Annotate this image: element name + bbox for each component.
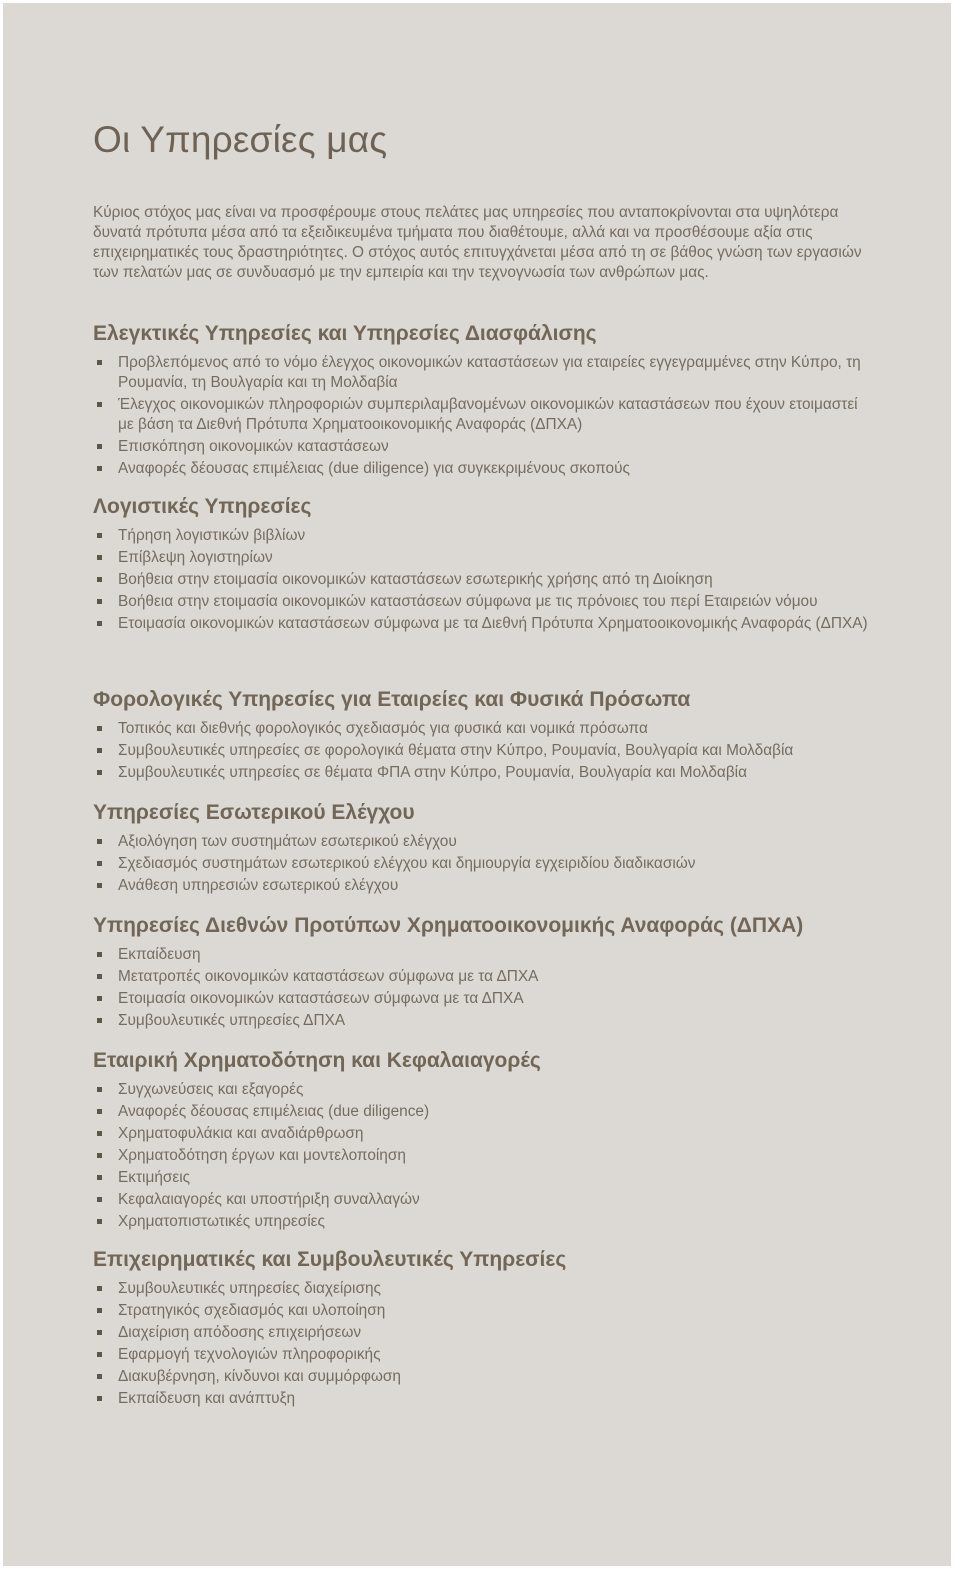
list-item-text: Βοήθεια στην ετοιμασία οικονομικών καταστάσεων σύμφωνα με τις πρόνοιες του περί Εταιρειών νόμου: [118, 593, 818, 610]
list-item-text: Χρηματοφυλάκια και αναδιάρθρωση: [118, 1125, 364, 1142]
list-item-text: Διαχείριση απόδοσης επιχειρήσεων: [118, 1324, 362, 1341]
list-item: [93, 945, 873, 965]
list-item-text: Ανάθεση υπηρεσιών εσωτερικού ελέγχου: [118, 877, 399, 894]
bullet-icon: [97, 1352, 102, 1357]
service-list: [93, 832, 873, 896]
list-item: [93, 1102, 873, 1122]
list-item-text: Βοήθεια στην ετοιμασία οικονομικών καταστάσεων εσωτερικής χρήσης από τη Διοίκηση: [118, 571, 713, 588]
list-item: [93, 1279, 873, 1299]
list-item-text: Ετοιμασία οικονομικών καταστάσεων σύμφωνα με τα Διεθνή Πρότυπα Χρηματοοικονομικής Αναφοράς (ΔΠΧΑ): [118, 615, 868, 632]
bullet-icon: [97, 770, 102, 775]
list-item: [93, 570, 873, 590]
list-item-text: Κεφαλαιαγορές και υποστήριξη συναλλαγών: [118, 1191, 420, 1208]
list-item: [93, 395, 873, 435]
section-heading: Υπηρεσίες Διεθνών Προτύπων Χρηματοοικονομικής Αναφοράς (ΔΠΧΑ): [93, 914, 804, 937]
list-item: [93, 437, 873, 457]
list-item-text: Επίβλεψη λογιστηρίων: [118, 549, 273, 566]
bullet-icon: [97, 883, 102, 888]
page-title: Οι Υπηρεσίες μας: [93, 119, 388, 160]
list-item: [93, 1212, 873, 1232]
bullet-icon: [97, 839, 102, 844]
bullet-icon: [97, 1374, 102, 1379]
section-heading: Επιχειρηματικές και Συμβουλευτικές Υπηρεσίες: [93, 1248, 567, 1271]
bullet-icon: [97, 1286, 102, 1291]
list-item-text: Αναφορές δέουσας επιμέλειας (due diligence) για συγκεκριμένους σκοπούς: [118, 460, 630, 477]
bullet-icon: [97, 1131, 102, 1136]
list-item: [93, 741, 873, 761]
list-item-text: Αναφορές δέουσας επιμέλειας (due diligence): [118, 1103, 430, 1120]
list-item: [93, 763, 873, 783]
list-item-text: Συμβουλευτικές υπηρεσίες σε φορολογικά θέματα στην Κύπρο, Ρουμανία, Βουλγαρία και Μολδαβία: [118, 742, 794, 759]
bullet-icon: [97, 1109, 102, 1114]
list-item-text: Προβλεπόμενος από το νόμο έλεγχος οικονομικών καταστάσεων για εταιρείες εγγεγραμμένες στην Κύπρο, τη Ρουμανία, τη Βουλγαρία και τη Μολδαβία: [118, 354, 861, 391]
list-item-text: Χρηματοδότηση έργων και μοντελοποίηση: [118, 1147, 406, 1164]
bullet-icon: [97, 1087, 102, 1092]
section-advisory: [93, 1247, 873, 1411]
section-heading: Φορολογικές Υπηρεσίες για Εταιρείες και Φυσικά Πρόσωπα: [93, 688, 691, 711]
list-item-text: Εκπαίδευση και ανάπτυξη: [118, 1390, 296, 1407]
list-item: [93, 459, 873, 479]
section-heading: Εταιρική Χρηματοδότηση και Κεφαλαιαγορές: [93, 1049, 541, 1072]
list-item-text: Συμβουλευτικές υπηρεσίες διαχείρισης: [118, 1280, 381, 1297]
bullet-icon: [97, 1153, 102, 1158]
list-item: [93, 876, 873, 896]
list-item: [93, 1146, 873, 1166]
section-heading: Ελεγκτικές Υπηρεσίες και Υπηρεσίες Διασφάλισης: [93, 322, 597, 345]
bullet-icon: [97, 466, 102, 471]
list-item-text: Χρηματοπιστωτικές υπηρεσίες: [118, 1213, 325, 1230]
list-item-text: Επισκόπηση οικονομικών καταστάσεων: [118, 438, 389, 455]
service-list: [93, 945, 873, 1031]
list-item: [93, 353, 873, 393]
list-item-text: Διακυβέρνηση, κίνδυνοι και συμμόρφωση: [118, 1368, 401, 1385]
list-item: [93, 592, 873, 612]
bullet-icon: [97, 748, 102, 753]
service-list: [93, 719, 873, 783]
list-item-text: Τοπικός και διεθνής φορολογικός σχεδιασμός για φυσικά και νομικά πρόσωπα: [118, 720, 648, 737]
list-item-text: Σχεδιασμός συστημάτων εσωτερικού ελέγχου και δημιουργία εγχειριδίου διαδικασιών: [118, 855, 696, 872]
bullet-icon: [97, 726, 102, 731]
bullet-icon: [97, 621, 102, 626]
list-item-text: Τήρηση λογιστικών βιβλίων: [118, 527, 306, 544]
list-item-text: Εκτιμήσεις: [118, 1169, 191, 1186]
bullet-icon: [97, 1330, 102, 1335]
list-item: [93, 1124, 873, 1144]
list-item-text: Μετατροπές οικονομικών καταστάσεων σύμφωνα με τα ΔΠΧΑ: [118, 968, 539, 985]
list-item-text: Συγχωνεύσεις και εξαγορές: [118, 1081, 304, 1098]
section-heading: Λογιστικές Υπηρεσίες: [93, 495, 312, 518]
list-item: [93, 1323, 873, 1343]
section-internal-audit: [93, 800, 873, 898]
bullet-icon: [97, 599, 102, 604]
list-item: [93, 719, 873, 739]
bullet-icon: [97, 1308, 102, 1313]
bullet-icon: [97, 861, 102, 866]
list-item: [93, 1389, 873, 1409]
bullet-icon: [97, 1197, 102, 1202]
service-list: [93, 526, 873, 634]
list-item: [93, 1367, 873, 1387]
bullet-icon: [97, 360, 102, 365]
section-heading: Υπηρεσίες Εσωτερικού Ελέγχου: [93, 801, 415, 824]
bullet-icon: [97, 1219, 102, 1224]
list-item-text: Εφαρμογή τεχνολογιών πληροφορικής: [118, 1346, 381, 1363]
bullet-icon: [97, 402, 102, 407]
list-item: [93, 832, 873, 852]
bullet-icon: [97, 1175, 102, 1180]
service-list: [93, 1279, 873, 1409]
list-item: [93, 1301, 873, 1321]
intro-paragraph: Κύριος στόχος μας είναι να προσφέρουμε στους πελάτες μας υπηρεσίες που ανταποκρίνονται στα υψηλότερα δυνατά πρότυπα μέσα από τα εξειδικευμένα τμήματα που διαθέτουμε, αλλά και να προσθέσουμε αξία στις επιχειρηματικές τους δραστηριότητες. Ο στόχος αυτός επιτυγχάνεται μέσα από τη σε βάθος γνώση των εργασιών των πελατών μας σε συνδυασμό με την εμπειρία και την τεχνογνωσία των ανθρώπων μας.: [93, 204, 862, 281]
list-item: [93, 1080, 873, 1100]
bullet-icon: [97, 533, 102, 538]
list-item: [93, 1011, 873, 1031]
list-item-text: Συμβουλευτικές υπηρεσίες σε θέματα ΦΠΑ στην Κύπρο, Ρουμανία, Βουλγαρία και Μολδαβία: [118, 764, 747, 781]
list-item: [93, 526, 873, 546]
list-item-text: Συμβουλευτικές υπηρεσίες ΔΠΧΑ: [118, 1012, 346, 1029]
list-item-text: Έλεγχος οικονομικών πληροφοριών συμπεριλαμβανομένων οικονομικών καταστάσεων που έχουν ετοιμαστεί με βάση τα Διεθνή Πρότυπα Χρηματοοικονομικής Αναφοράς (ΔΠΧΑ): [118, 396, 858, 433]
list-item-text: Αξιολόγηση των συστημάτων εσωτερικού ελέγχου: [118, 833, 457, 850]
list-item: [93, 989, 873, 1009]
document-page: [3, 3, 951, 1566]
list-item: [93, 1168, 873, 1188]
section-accounting: [93, 494, 873, 636]
bullet-icon: [97, 952, 102, 957]
list-item-text: Στρατηγικός σχεδιασμός και υλοποίηση: [118, 1302, 386, 1319]
bullet-icon: [97, 1018, 102, 1023]
bullet-icon: [97, 555, 102, 560]
bullet-icon: [97, 974, 102, 979]
section-ifrs: [93, 913, 873, 1033]
list-item: [93, 548, 873, 568]
list-item: [93, 614, 873, 634]
list-item: [93, 854, 873, 874]
section-tax: [93, 687, 873, 785]
service-list: [93, 1080, 873, 1232]
bullet-icon: [97, 996, 102, 1001]
section-audit: [93, 321, 873, 481]
list-item: [93, 1345, 873, 1365]
bullet-icon: [97, 1396, 102, 1401]
bullet-icon: [97, 444, 102, 449]
list-item-text: Εκπαίδευση: [118, 946, 201, 963]
list-item-text: Ετοιμασία οικονομικών καταστάσεων σύμφωνα με τα ΔΠΧΑ: [118, 990, 524, 1007]
section-corporate-finance: [93, 1048, 873, 1234]
service-list: [93, 353, 873, 479]
list-item: [93, 1190, 873, 1210]
bullet-icon: [97, 577, 102, 582]
list-item: [93, 967, 873, 987]
